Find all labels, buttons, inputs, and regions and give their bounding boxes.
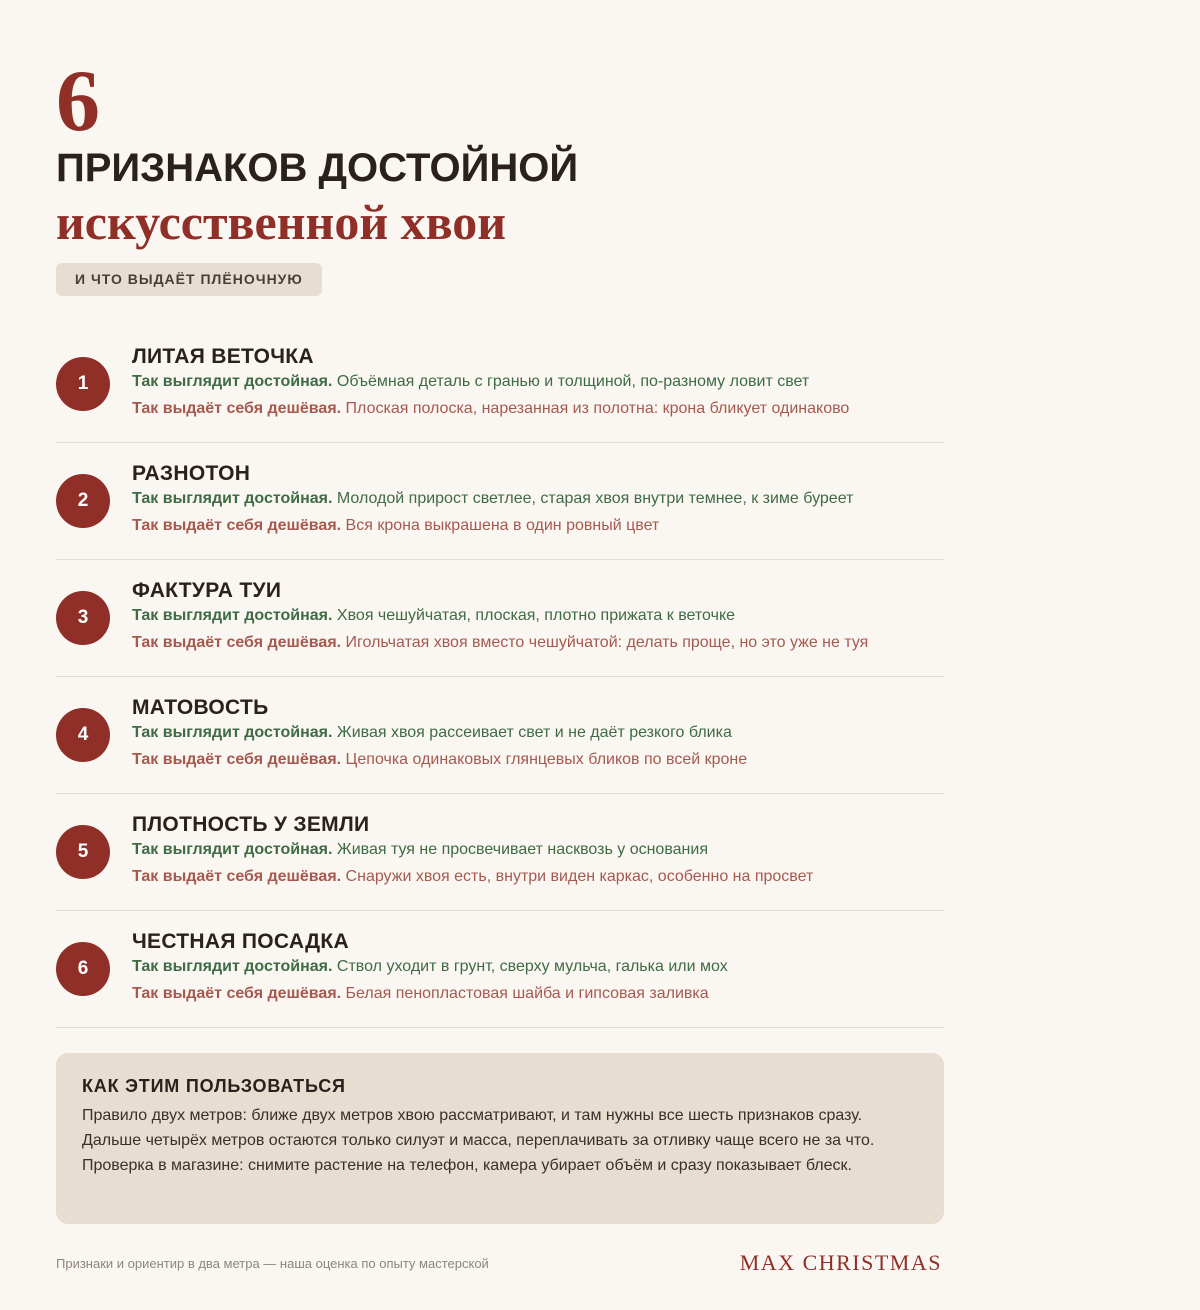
bad-label: Так выдаёт себя дешёвая.	[132, 634, 342, 651]
bad-label: Так выдаёт себя дешёвая.	[132, 400, 342, 417]
good-label: Так выглядит достойная.	[132, 373, 333, 390]
sign-good-line	[132, 485, 944, 512]
good-text: Объёмная деталь с гранью и толщиной, по-разному ловит свет	[336, 373, 810, 390]
good-label: Так выглядит достойная.	[132, 958, 333, 975]
how-to-text: Правило двух метров: ближе двух метров хвою рассматривают, и там нужны все шесть признаков сразу. Дальше четырёх метров остаются только силуэт и масса, переплачивать за отливку чаще всего не за что. Проверка в магазине: снимите растение на телефон, камера убирает объём и сразу показывает блеск.	[82, 1107, 875, 1174]
sign-title: РАЗНОТОН	[132, 462, 251, 485]
page-title-accent: искусственной хвои	[56, 194, 507, 250]
sign-item	[56, 794, 944, 911]
bad-label: Так выдаёт себя дешёвая.	[132, 517, 342, 534]
sign-number-badge: 2	[56, 474, 110, 528]
good-label: Так выглядит достойная.	[132, 490, 333, 507]
bad-text: Белая пенопластовая шайба и гипсовая заливка	[345, 985, 709, 1002]
good-text: Живая туя не просвечивает насквозь у основания	[336, 841, 708, 858]
sign-body	[132, 345, 944, 422]
sign-item	[56, 677, 944, 794]
sign-good-line	[132, 836, 944, 863]
sign-body	[132, 696, 944, 773]
good-text: Хвоя чешуйчатая, плоская, плотно прижата к веточке	[336, 607, 736, 624]
sign-good-line	[132, 368, 944, 395]
good-label: Так выглядит достойная.	[132, 607, 333, 624]
signs-list	[56, 326, 944, 1028]
sign-item	[56, 911, 944, 1028]
sign-good-line	[132, 719, 944, 746]
sign-title: ФАКТУРА ТУИ	[132, 579, 282, 602]
how-to-box	[56, 1053, 944, 1224]
good-text: Молодой прирост светлее, старая хвоя внутри темнее, к зиме буреет	[336, 490, 854, 507]
bad-label: Так выдаёт себя дешёвая.	[132, 751, 342, 768]
bad-text: Снаружи хвоя есть, внутри виден каркас, особенно на просвет	[345, 868, 814, 885]
big-number: 6	[56, 53, 100, 150]
sign-bad-line	[132, 629, 944, 656]
sign-title: МАТОВОСТЬ	[132, 696, 269, 719]
bad-label: Так выдаёт себя дешёвая.	[132, 985, 342, 1002]
sign-title: ЧЕСТНАЯ ПОСАДКА	[132, 930, 349, 953]
bad-text: Цепочка одинаковых глянцевых бликов по всей кроне	[345, 751, 748, 768]
sign-bad-line	[132, 395, 944, 422]
sign-good-line	[132, 953, 944, 980]
bad-text: Вся крона выкрашена в один ровный цвет	[345, 517, 660, 534]
sign-body	[132, 462, 944, 539]
sign-title: ПЛОТНОСТЬ У ЗЕМЛИ	[132, 813, 370, 836]
sign-item	[56, 443, 944, 560]
good-text: Ствол уходит в грунт, сверху мульча, галька или мох	[336, 958, 728, 975]
subtitle-tag: И ЧТО ВЫДАЁТ ПЛЁНОЧНУЮ	[56, 263, 322, 296]
bad-text: Игольчатая хвоя вместо чешуйчатой: делать проще, но это уже не туя	[345, 634, 869, 651]
bad-text: Плоская полоска, нарезанная из полотна: крона бликует одинаково	[345, 400, 850, 417]
sign-body	[132, 930, 944, 1007]
sign-good-line	[132, 602, 944, 629]
brand-logo: MAX CHRISTMAS	[739, 1250, 942, 1275]
sign-item	[56, 560, 944, 677]
sign-number-badge: 4	[56, 708, 110, 762]
sign-bad-line	[132, 863, 944, 890]
sign-bad-line	[132, 746, 944, 773]
sign-body	[132, 813, 944, 890]
sign-bad-line	[132, 980, 944, 1007]
how-to-title: КАК ЭТИМ ПОЛЬЗОВАТЬСЯ	[82, 1076, 346, 1096]
good-text: Живая хвоя рассеивает свет и не даёт резкого блика	[336, 724, 732, 741]
good-label: Так выглядит достойная.	[132, 724, 333, 741]
good-label: Так выглядит достойная.	[132, 841, 333, 858]
sign-bad-line	[132, 512, 944, 539]
sign-body	[132, 579, 944, 656]
sign-number-badge: 6	[56, 942, 110, 996]
sign-title: ЛИТАЯ ВЕТОЧКА	[132, 345, 314, 368]
sign-number-badge: 3	[56, 591, 110, 645]
sign-item	[56, 326, 944, 443]
bad-label: Так выдаёт себя дешёвая.	[132, 868, 342, 885]
sign-number-badge: 1	[56, 357, 110, 411]
page-title: ПРИЗНАКОВ ДОСТОЙНОЙ	[56, 146, 579, 190]
footer-note: Признаки и ориентир в два метра — наша оценка по опыту мастерской	[56, 1256, 489, 1271]
sign-number-badge: 5	[56, 825, 110, 879]
